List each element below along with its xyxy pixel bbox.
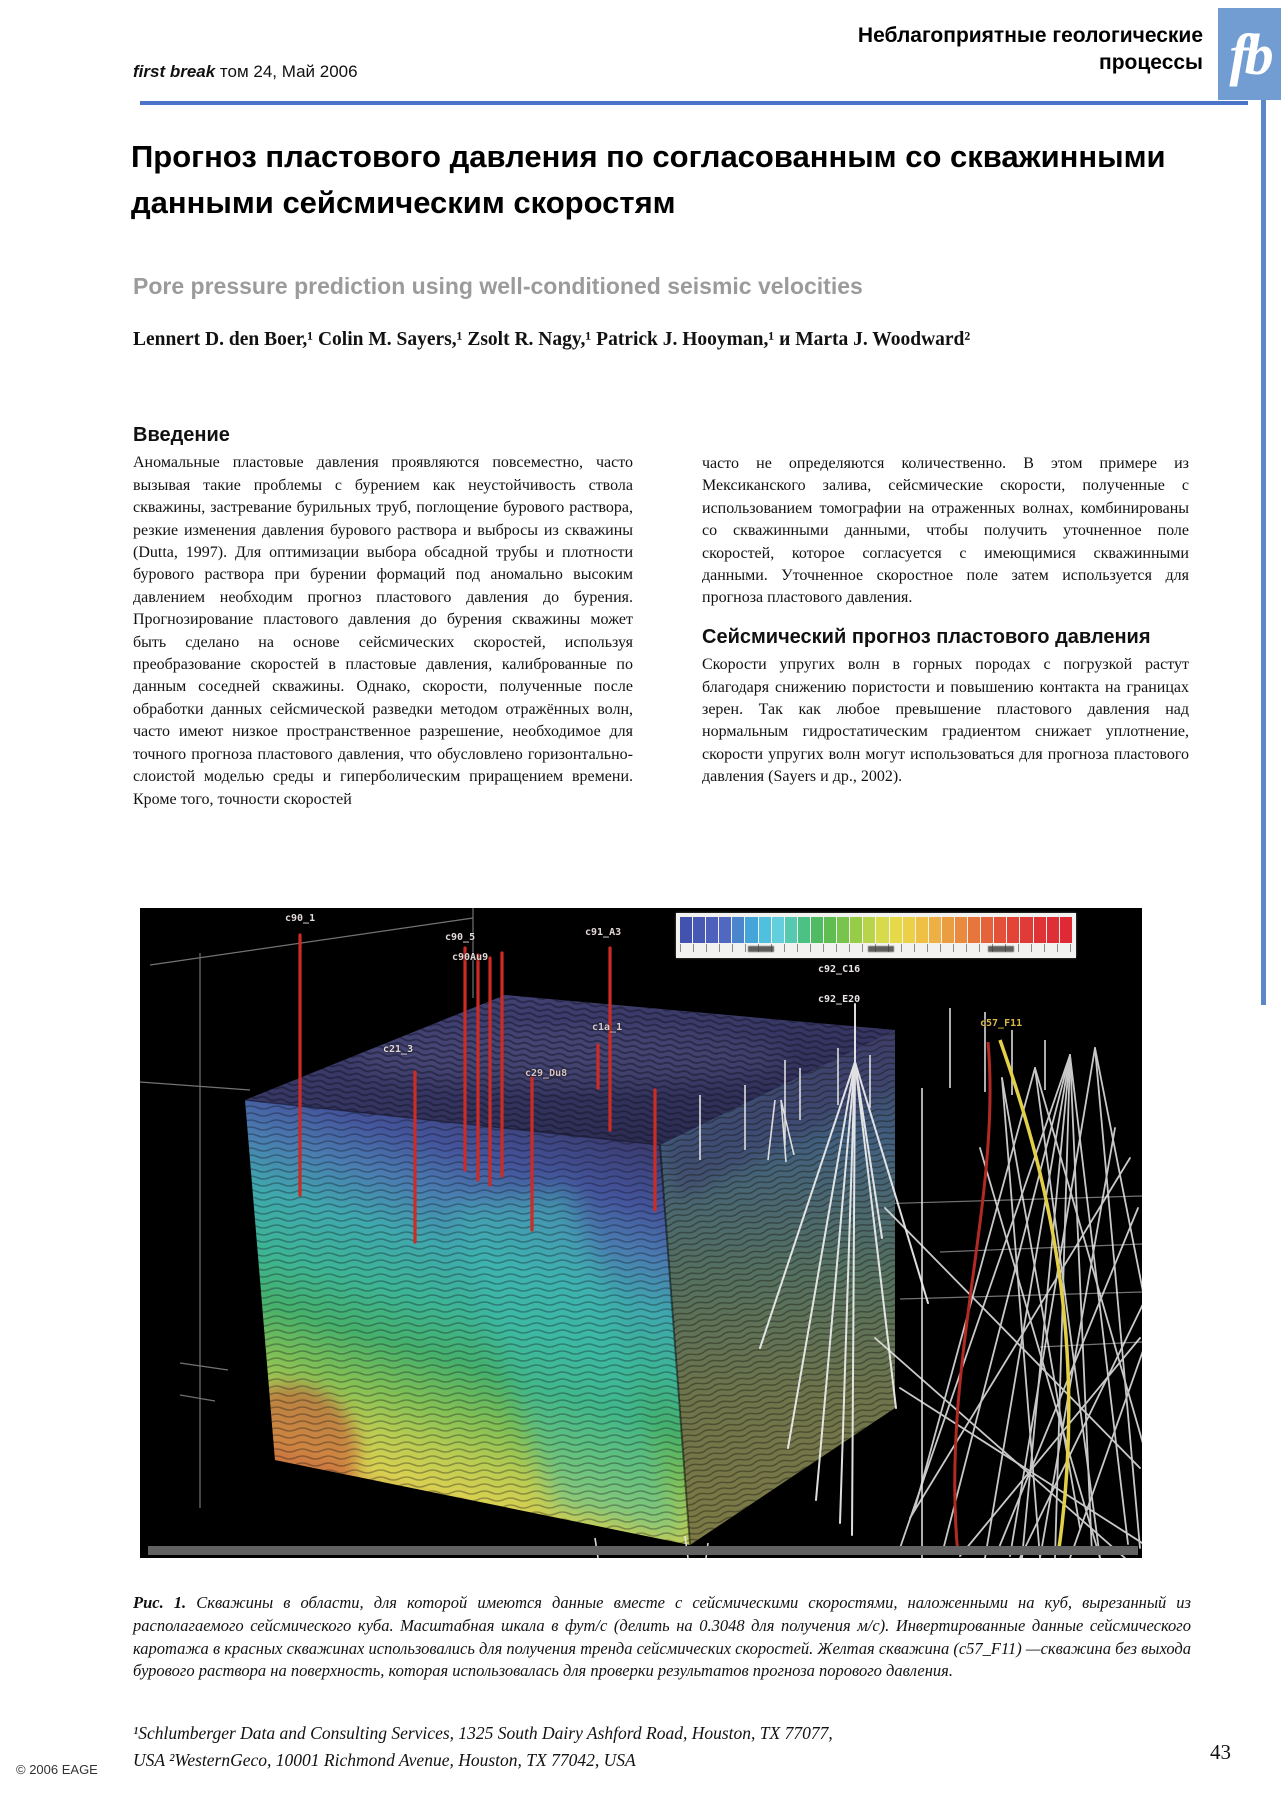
colorbar-cell <box>994 917 1006 943</box>
fb-logo: fb <box>1218 8 1281 100</box>
page-number: 43 <box>1210 1740 1231 1764</box>
colorbar-cell <box>798 917 810 943</box>
colorbar-cell <box>719 917 731 943</box>
colorbar-cell <box>759 917 771 943</box>
article-title-ru: Прогноз пластового давления по согласованным со скважинными данными сейсмическим скоростям <box>131 139 1166 220</box>
well-label: c90_1 <box>285 913 316 924</box>
seismic-heading: Сейсмический прогноз пластового давления <box>702 625 1151 648</box>
journal-name: first break <box>133 62 216 81</box>
colorbar-cell <box>876 917 888 943</box>
colorbar-tick-label <box>988 946 1014 952</box>
colorbar-cell <box>785 917 797 943</box>
colorbar-cell <box>706 917 718 943</box>
colorbar-cell <box>929 917 941 943</box>
section-title <box>858 22 1203 76</box>
colorbar-cell <box>745 917 757 943</box>
well-label: c29_Du8 <box>525 1068 568 1079</box>
colorbar-cell <box>863 917 875 943</box>
figure-caption-text: Скважины в области, для которой имеются данные вместе с сейсмическими скоростями, наложенными на куб, вырезанный из располагаемого сейсмического куба. Масштабная шкала в фут/с (делить на 0.3048 для получения м/с). Инвертированные данные сейсмического каротажа в красных скважинах использовались для получения тренда сейсмических скоростей. Желтая скважина (c57_F11) —скважина без выхода бурового раствора на поверхность, которая использовалась для проверки результатов прогноза порового давления. <box>133 1593 1191 1681</box>
journal-issue-line <box>133 62 358 82</box>
colorbar-tick-label <box>748 946 774 952</box>
colorbar-cell <box>824 917 836 943</box>
colorbar-cell <box>1020 917 1032 943</box>
colorbar-tick-label <box>868 946 894 952</box>
colorbar-cell <box>1047 917 1059 943</box>
intro-column-right <box>702 453 1189 789</box>
well-label: c91_A3 <box>585 927 622 938</box>
velocity-colorbar <box>676 913 1076 958</box>
colorbar-cells <box>680 917 1072 943</box>
article-title-en: Pore pressure prediction using well-conditioned seismic velocities <box>133 273 863 299</box>
colorbar-cell <box>1007 917 1019 943</box>
colorbar-cell <box>772 917 784 943</box>
section-title-line2: процессы <box>1099 51 1203 74</box>
colorbar-cell <box>955 917 967 943</box>
colorbar-cell <box>942 917 954 943</box>
copyright-notice: © 2006 EAGE <box>16 1762 98 1777</box>
well-label: c57_F11 <box>980 1018 1023 1029</box>
header-rule <box>140 101 1248 105</box>
intro-paragraph-left: Аномальные пластовые давления проявляются повсеместно, часто вызывая такие проблемы с бурением как неустойчивость ствола скважины, застревание бурильных труб, поглощение бурового раствора, резкие изменения давления бурового раствора и выбросы из скважины (Dutta, 1997). Для оптимизации выбора обсадной трубы и плотности бурового раствора при бурении формаций под аномально высоким давлением необходим прогноз пластового давления до бурения. Прогнозирование пластового давления до бурения скважины может быть сделано на основе сейсмических скоростей, используя преобразование скоростей в пластовые давления, калиброванные по данным соседней скважины. Однако, скорости, полученные после обработки данных сейсмической разведки методом отражённых волн, часто имеют низкое пространственное разрешение, необходимое для точного прогноза пластового давления, что обусловлено горизонтально-слоистой моделью среды и гиперболическим приращением времени. Кроме того, точности скоростей <box>133 454 633 808</box>
colorbar-cell <box>732 917 744 943</box>
seismic-paragraph: Скорости упругих волн в горных породах с погрузкой растут благодаря снижению пористости и повышению контакта на границах зерен. Так как любое превышение пластового давления над нормальным гидростатическим градиентом снижает уплотнение, скорости упругих волн могут использоваться для прогноза пластового давления (Sayers и др., 2002). <box>702 656 1189 786</box>
colorbar-cell <box>981 917 993 943</box>
affiliations-footnote: ¹Schlumberger Data and Consulting Services, 1325 South Dairy Ashford Road, Houston, TX 77077, USA ²WesternGeco, 10001 Richmond Avenue, Houston, TX 77042, USA <box>133 1723 833 1770</box>
figure-caption-label: Рис. 1. <box>133 1593 187 1612</box>
authors-line: Lennert D. den Boer,¹ Colin M. Sayers,¹ Zsolt R. Nagy,¹ Patrick J. Hooyman,¹ и Marta J. Woodward² <box>133 329 971 350</box>
issue-info: том 24, Май 2006 <box>215 62 358 81</box>
figure-caption <box>133 1592 1191 1683</box>
well-label: c90Au9 <box>452 952 489 963</box>
well-label: c92_C16 <box>818 964 861 975</box>
well-label: c1a_1 <box>592 1022 623 1033</box>
colorbar-cell <box>811 917 823 943</box>
colorbar-cell <box>837 917 849 943</box>
seismic-cube-render <box>140 908 1142 1558</box>
colorbar-cell <box>890 917 902 943</box>
well-label: c90_5 <box>445 932 476 943</box>
section-title-line1: Неблагоприятные геологические <box>857 24 1203 47</box>
well-label: c21_3 <box>383 1044 414 1055</box>
colorbar-cell <box>903 917 915 943</box>
colorbar-cell <box>1034 917 1046 943</box>
seismic-figure <box>140 908 1142 1558</box>
right-accent-bar <box>1261 8 1266 1005</box>
intro-column-left <box>133 424 633 811</box>
colorbar-cell <box>968 917 980 943</box>
well-label: c92_E20 <box>818 994 861 1005</box>
colorbar-cell <box>850 917 862 943</box>
figure-base-bar <box>148 1546 1138 1555</box>
colorbar-cell <box>680 917 692 943</box>
colorbar-cell <box>693 917 705 943</box>
colorbar-cell <box>916 917 928 943</box>
colorbar-cell <box>1060 917 1072 943</box>
intro-paragraph-right: часто не определяются количественно. В этом примере из Мексиканского залива, сейсмические скорости, полученные с использованием томографии на отраженных волнах, комбинированы со скважинными данными, чтобы получить уточненное поле скоростей, которое согласуется с имеющимися скважинными данными. Уточненное скоростное поле затем используется для прогноза пластового давления. <box>702 455 1189 607</box>
intro-heading: Введение <box>133 424 230 446</box>
